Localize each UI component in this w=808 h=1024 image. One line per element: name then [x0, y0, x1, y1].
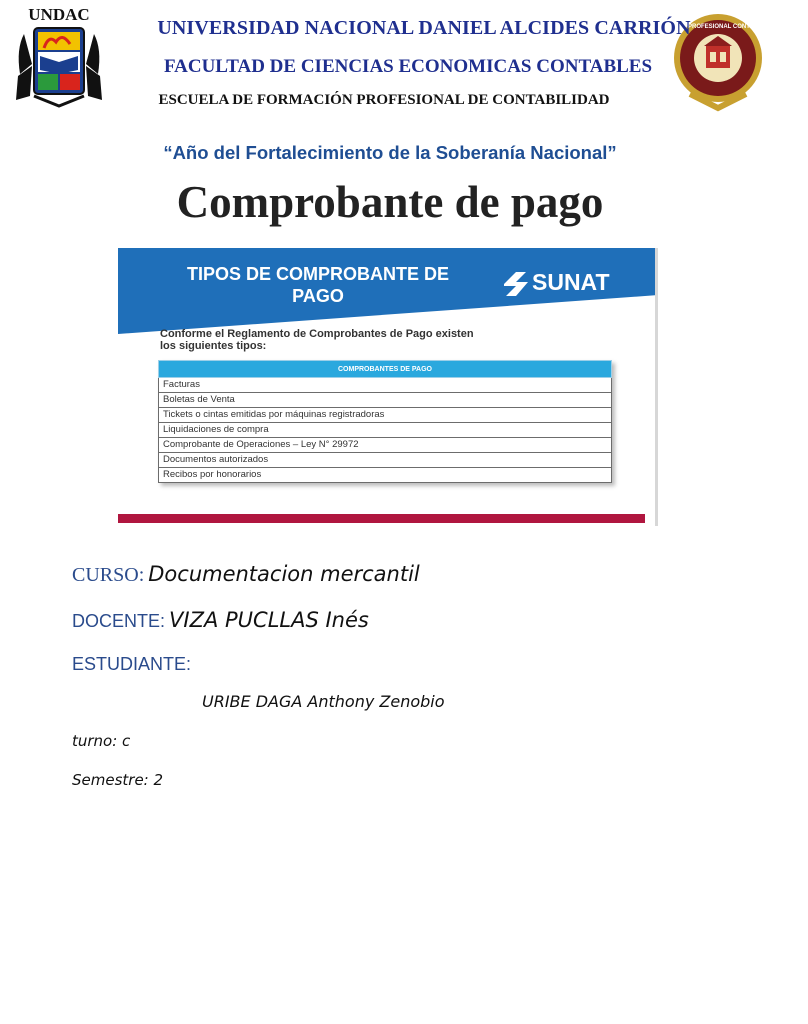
- slide-intro: [160, 328, 580, 352]
- table-row: [159, 378, 612, 393]
- sunat-brand: SUNAT: [532, 269, 610, 295]
- slide-edge: [655, 248, 658, 526]
- slide-title-line2: PAGO: [292, 286, 344, 306]
- slide-title-line1: TIPOS DE COMPROBANTE DE: [186, 264, 450, 284]
- curso-label: CURSO:: [72, 564, 145, 586]
- table-cell: Facturas: [159, 378, 612, 393]
- table-row: [159, 393, 612, 408]
- slide-intro-line1: Conforme el Reglamento de Comprobantes de Pago existen: [160, 328, 474, 340]
- docente-value: VIZA PUCLLAS Inés: [169, 608, 369, 632]
- estudiante-row: [72, 654, 191, 675]
- semestre-text: Semestre: 2: [72, 771, 164, 789]
- turno-text: turno: c: [72, 732, 131, 750]
- docente-label: DOCENTE:: [72, 611, 166, 631]
- table-row: [159, 453, 612, 468]
- table-cell: Liquidaciones de compra: [159, 423, 612, 438]
- table-row: [159, 438, 612, 453]
- faculty-name: FACULTAD DE CIENCIAS ECONOMICAS CONTABLES: [163, 56, 653, 77]
- table-cell: Recibos por honorarios: [159, 468, 612, 483]
- table-cell: Documentos autorizados: [159, 453, 612, 468]
- table-cell: Boletas de Venta: [159, 393, 612, 408]
- estudiante-label: ESTUDIANTE:: [72, 654, 192, 674]
- document-title: Comprobante de pago: [176, 177, 604, 227]
- curso-value: Documentacion mercantil: [148, 562, 420, 586]
- school-name: ESCUELA DE FORMACIÓN PROFESIONAL DE CONTABILIDAD: [158, 92, 610, 108]
- slide-title: [148, 263, 488, 307]
- table-row: [159, 423, 612, 438]
- slide-bottom-bar: [118, 514, 645, 523]
- table-cell: Tickets o cintas emitidas por máquinas registradoras: [159, 408, 612, 423]
- docente-row: [72, 608, 369, 632]
- estudiante-value: URIBE DAGA Anthony Zenobio: [202, 692, 445, 711]
- sunat-slide-image: [118, 248, 658, 526]
- undac-logo-text: UNDAC: [28, 5, 90, 24]
- table-row: [159, 408, 612, 423]
- year-motto: “Año del Fortalecimiento de la Soberanía Nacional”: [163, 142, 617, 163]
- slide-intro-line2: los siguientes tipos:: [160, 340, 267, 352]
- seal-text: ESCUELA PROFESIONAL CONTABILIDAD: [657, 24, 779, 30]
- table-cell: Comprobante de Operaciones – Ley N° 29972: [159, 438, 612, 453]
- table-header: COMPROBANTES DE PAGO: [159, 361, 612, 378]
- curso-row: [72, 562, 420, 587]
- comprobantes-table: [158, 360, 612, 483]
- table-row: [159, 468, 612, 483]
- university-name: UNIVERSIDAD NACIONAL DANIEL ALCIDES CARRIÓN: [157, 17, 691, 39]
